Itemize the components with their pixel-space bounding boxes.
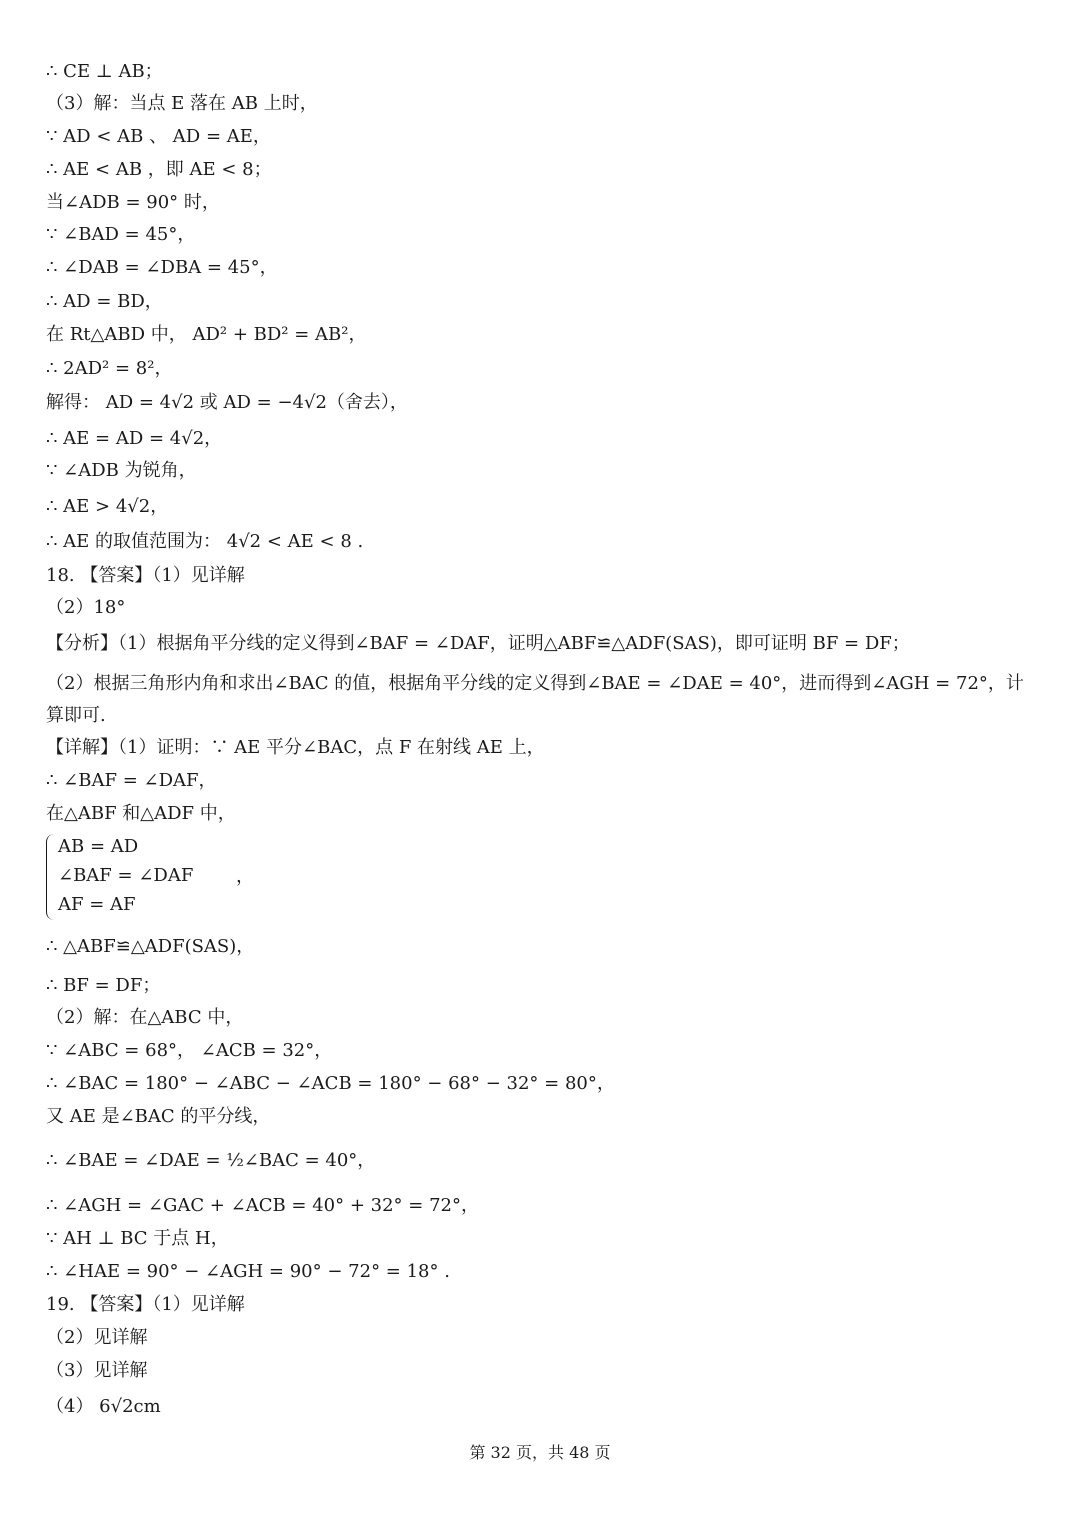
text-line: （3）解：当点 E 落在 AB 上时， (46, 93, 318, 114)
text-line: ∵ ∠ABC = 68°， ∠ACB = 32°， (46, 1040, 333, 1061)
text-line: 当∠ADB = 90° 时， (46, 192, 220, 213)
text-line: 在 Rt△ABD 中， AD² + BD² = AB²， (46, 324, 367, 345)
text-line: 18. 【答案】（1）见详解 (46, 565, 245, 586)
system-row: AF = AF (58, 894, 136, 915)
text-line: ∴ ∠BAF = ∠DAF， (46, 770, 217, 791)
text-line: 【详解】（1）证明：∵ AE 平分∠BAC，点 F 在射线 AE 上， (46, 737, 545, 758)
text-line: （2）见详解 (46, 1327, 148, 1348)
text-line: （2）解：在△ABC 中， (46, 1007, 244, 1028)
text-line: ∵ AD < AB 、 AD = AE， (46, 126, 271, 147)
system-row: ∠BAF = ∠DAF (58, 865, 194, 886)
text-line: ∴ ∠AGH = ∠GAC + ∠ACB = 40° + 32° = 72°， (46, 1195, 479, 1216)
text-line: ∴ AE > 4√2， (46, 496, 169, 517)
text-line: ∴ AE < AB ，即 AE < 8； (46, 159, 272, 180)
text-line: 【分析】（1）根据角平分线的定义得到∠BAF = ∠DAF，证明△ABF≌△ADF(SAS)，即可证明 BF = DF； (46, 633, 910, 654)
text-line: （3）见详解 (46, 1360, 148, 1381)
text-line: 又 AE 是∠BAC 的平分线， (46, 1106, 271, 1127)
text-line: ∴ ∠BAC = 180° − ∠ABC − ∠ACB = 180° − 68° − 32° = 80°， (46, 1073, 615, 1094)
equation-system (46, 832, 254, 922)
text-line: ∵ ∠ADB 为锐角， (46, 460, 197, 481)
text-line: ∴ ∠BAE = ∠DAE = ½∠BAC = 40°， (46, 1150, 376, 1171)
text-line: ∴ 2AD² = 8²， (46, 358, 173, 379)
text-line: ∵ ∠BAD = 45°， (46, 224, 196, 245)
page-footer: 第 32 页，共 48 页 (469, 1443, 611, 1462)
text-line: 19. 【答案】（1）见详解 (46, 1294, 245, 1315)
text-line: ∴ △ABF≌△ADF(SAS)， (46, 936, 255, 957)
text-line: （2）18° (46, 597, 126, 618)
text-line: ∴ AE 的取值范围为： 4√2 < AE < 8 . (46, 531, 364, 552)
text-line: 解得： AD = 4√2 或 AD = −4√2（舍去）， (46, 392, 408, 413)
text-line: ∵ AH ⊥ BC 于点 H， (46, 1228, 229, 1249)
text-line: ∴ AD = BD， (46, 291, 163, 312)
text-line: ∴ ∠DAB = ∠DBA = 45°， (46, 257, 278, 278)
text-line: ∴ CE ⊥ AB； (46, 61, 163, 82)
text-line: ∴ BF = DF； (46, 975, 161, 996)
left-brace (46, 834, 55, 920)
text-line: （4） 6√2cm (46, 1396, 161, 1417)
text-line: （2）根据三角形内角和求出∠BAC 的值，根据角平分线的定义得到∠BAE = ∠DAE = 40°，进而得到∠AGH = 72°，计算即可. (46, 673, 1024, 726)
system-tail: ， (236, 866, 254, 887)
text-line: ∴ AE = AD = 4√2， (46, 428, 223, 449)
text-line: ∴ ∠HAE = 90° − ∠AGH = 90° − 72° = 18° . (46, 1261, 450, 1282)
text-line: 在△ABF 和△ADF 中， (46, 803, 236, 824)
system-row: AB = AD (58, 836, 139, 857)
